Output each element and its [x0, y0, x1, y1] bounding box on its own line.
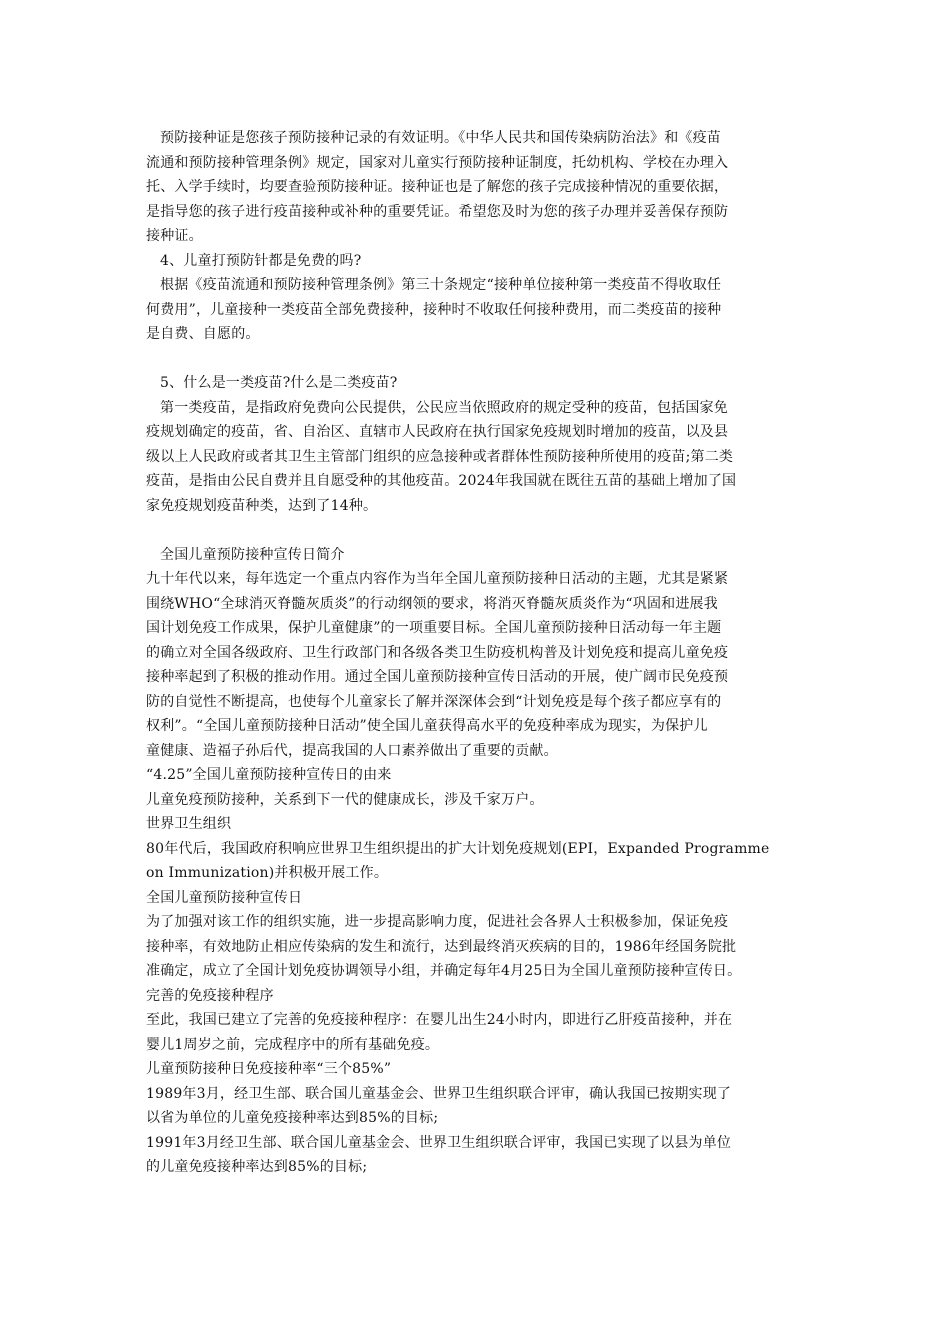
- paragraph-line: 流通和预防接种管理条例》规定，国家对儿童实行预防接种证制度，托幼机构、学校在办理入: [146, 154, 729, 171]
- paragraph-line: 至此，我国已建立了完善的免疫接种程序：在婴儿出生24小时内，即进行乙肝疫苗接种，并在: [146, 1012, 733, 1028]
- paragraph-line: 婴儿1周岁之前，完成程序中的所有基础免疫。: [146, 1036, 440, 1053]
- paragraph-line: 80年代后，我国政府积响应世界卫生组织提出的扩大计划免疫规划(EPI，Expanded Programme: [146, 840, 770, 857]
- paragraph-line: 接种证。: [146, 228, 203, 244]
- paragraph-line: 第一类疫苗，是指政府免费向公民提供，公民应当依照政府的规定受种的疫苗，包括国家免: [160, 399, 728, 416]
- section-heading-program: 完善的免疫接种程序: [146, 987, 274, 1004]
- paragraph-line: 儿童免疫预防接种，关系到下一代的健康成长，涉及千家万户。: [146, 791, 544, 808]
- paragraph-line: 权利”。“全国儿童预防接种日活动”使全国儿童获得高水平的免疫种率成为现实，为保护儿: [146, 718, 708, 734]
- blank-line: [146, 518, 810, 543]
- document-page: [146, 126, 810, 1180]
- question-heading-5: 5、什么是一类疫苗?什么是二类疫苗?: [160, 375, 398, 391]
- paragraph-line: 1989年3月，经卫生部、联合国儿童基金会、世界卫生组织联合评审，确认我国已按期实现了: [146, 1085, 732, 1102]
- paragraph-line: 疫规划确定的疫苗，省、自治区、直辖市人民政府在执行国家免疫规划时增加的疫苗，以及县: [146, 424, 729, 440]
- section-heading-85: 儿童预防接种日免疫接种率“三个85%”: [146, 1061, 392, 1077]
- question-heading-4: 4、儿童打预防针都是免费的吗?: [160, 252, 362, 269]
- section-heading-who: 世界卫生组织: [146, 816, 232, 832]
- paragraph-line: 预防接种证是您孩子预防接种记录的有效证明。《中华人民共和国传染病防治法》和《疫苗: [160, 130, 721, 146]
- paragraph-line: 接种率起到了积极的推动作用。通过全国儿童预防接种宣传日活动的开展，使广阔市民免疫预: [146, 669, 729, 685]
- paragraph-line: 九十年代以来，每年选定一个重点内容作为当年全国儿童预防接种日活动的主题，尤其是紧紧: [146, 571, 729, 587]
- paragraph-line: 准确定，成立了全国计划免疫协调领导小组，并确定每年4月25日为全国儿童预防接种宣传日。: [146, 963, 742, 979]
- blank-line: [146, 347, 810, 372]
- paragraph-line: 的确立对全国各级政府、卫生行政部门和各级各类卫生防疫机构普及计划免疫和提高儿童免疫: [146, 644, 729, 661]
- paragraph-line: 接种率，有效地防止相应传染病的发生和流行，达到最终消灭疾病的目的，1986年经国务院批: [146, 938, 737, 955]
- paragraph-line: 疫苗，是指由公民自费并且自愿受种的其他疫苗。2024年我国就在既往五苗的基础上增加了国: [146, 473, 737, 489]
- section-heading-day: 全国儿童预防接种宣传日: [146, 889, 303, 906]
- paragraph-line: 根据《疫苗流通和预防接种管理条例》第三十条规定“接种单位接种第一类疫苗不得收取任: [160, 277, 722, 293]
- paragraph-line: 为了加强对该工作的组织实施，进一步提高影响力度，促进社会各界人士积极参加，保证免疫: [146, 914, 729, 930]
- paragraph-line: 是指导您的孩子进行疫苗接种或补种的重要凭证。希望您及时为您的孩子办理并妥善保存预防: [146, 203, 729, 220]
- paragraph-line: 的儿童免疫接种率达到85%的目标;: [146, 1159, 368, 1175]
- paragraph-line: 防的自觉性不断提高，也使每个儿童家长了解并深深体会到“计划免疫是每个孩子都应享有的: [146, 693, 722, 710]
- paragraph-line: 级以上人民政府或者其卫生主管部门组织的应急接种或者群体性预防接种所使用的疫苗;第二类: [146, 448, 734, 465]
- paragraph-line: 国计划免疫工作成果，保护儿童健康”的一项重要目标。全国儿童预防接种日活动每一年主题: [146, 620, 722, 636]
- paragraph-line: 家免疫规划疫苗种类，达到了14种。: [146, 497, 378, 514]
- paragraph-line: on Immunization)并积极开展工作。: [146, 865, 389, 881]
- paragraph-line: 托、入学手续时，均要查验预防接种证。接种证也是了解您的孩子完成接种情况的重要依据，: [146, 179, 729, 195]
- paragraph-line: 以省为单位的儿童免疫接种率达到85%的目标;: [146, 1110, 439, 1126]
- section-heading-origin: “4.25”全国儿童预防接种宣传日的由来: [146, 767, 392, 783]
- paragraph-line: 何费用”，儿童接种一类疫苗全部免费接种，接种时不收取任何接种费用，而二类疫苗的接种: [146, 301, 722, 318]
- paragraph-line: 围绕WHO“全球消灭脊髓灰质炎”的行动纲领的要求，将消灭脊髓灰质炎作为“巩固和进展我: [146, 595, 718, 612]
- paragraph-line: 是自费、自愿的。: [146, 326, 260, 342]
- section-heading-intro: 全国儿童预防接种宣传日简介: [160, 546, 345, 563]
- paragraph-line: 1991年3月经卫生部、联合国儿童基金会、世界卫生组织联合评审，我国已实现了以县为单位: [146, 1134, 732, 1151]
- paragraph-line: 童健康、造福子孙后代，提高我国的人口素养做出了重要的贡献。: [146, 742, 558, 759]
